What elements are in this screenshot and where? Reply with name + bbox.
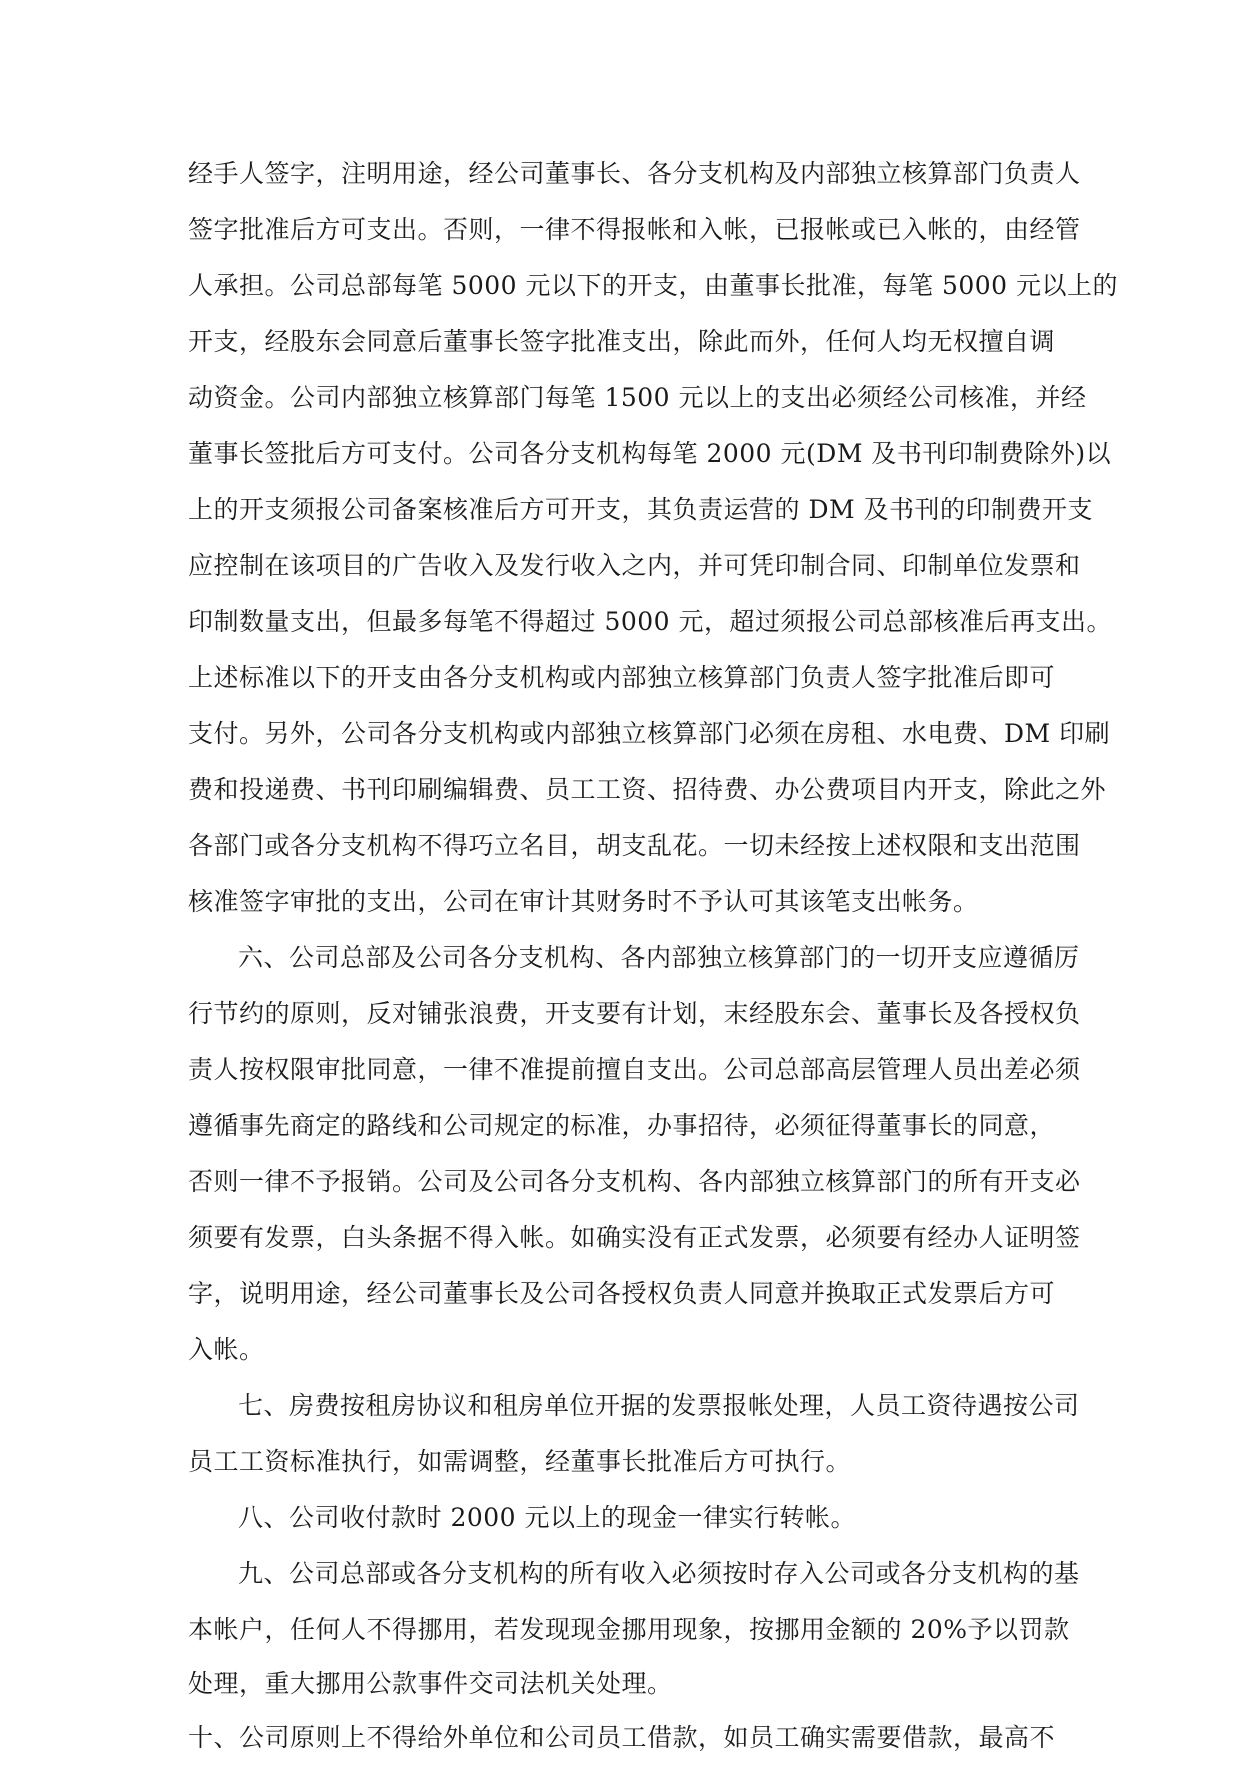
text-line: 遵循事先商定的路线和公司规定的标准，办事招待，必须征得董事长的同意， [188, 1111, 1056, 1140]
text-line: 字，说明用途，经公司董事长及公司各授权负责人同意并换取正式发票后方可 [188, 1279, 1056, 1308]
text-line: 支付。另外，公司各分支机构或内部独立核算部门必须在房租、水电费、DM 印刷 [188, 719, 1111, 748]
text-line: 入帐。 [188, 1335, 265, 1364]
paragraph-9-start: 九、公司总部或各分支机构的所有收入必须按时存入公司或各分支机构的基 [238, 1559, 1080, 1588]
text-line: 经手人签字，注明用途，经公司董事长、各分支机构及内部独立核算部门负责人 [188, 159, 1081, 188]
text-line: 开支，经股东会同意后董事长签字批准支出，除此而外，任何人均无权擅自调 [188, 327, 1056, 356]
paragraph-6-start: 六、公司总部及公司各分支机构、各内部独立核算部门的一切开支应遵循厉 [238, 943, 1080, 972]
paragraph-7-start: 七、房费按租房协议和租房单位开据的发票报帐处理，人员工资待遇按公司 [238, 1391, 1080, 1420]
text-line: 员工工资标准执行，如需调整，经董事长批准后方可执行。 [188, 1447, 852, 1476]
text-line: 费和投递费、书刊印刷编辑费、员工工资、招待费、办公费项目内开支，除此之外 [188, 775, 1107, 804]
text-line: 签字批准后方可支出。否则，一律不得报帐和入帐，已报帐或已入帐的，由经管 [188, 215, 1081, 244]
text-line: 上的开支须报公司备案核准后方可开支，其负责运营的 DM 及书刊的印制费开支 [188, 495, 1094, 524]
paragraph-10-start: 十、公司原则上不得给外单位和公司员工借款，如员工确实需要借款，最高不 [188, 1723, 1056, 1752]
text-line: 本帐户，任何人不得挪用，若发现现金挪用现象，按挪用金额的 20%予以罚款 [188, 1615, 1070, 1644]
text-line: 上述标准以下的开支由各分支机构或内部独立核算部门负责人签字批准后即可 [188, 663, 1056, 692]
text-line: 行节约的原则，反对铺张浪费，开支要有计划，末经股东会、董事长及各授权负 [188, 999, 1081, 1028]
text-line: 人承担。公司总部每笔 5000 元以下的开支，由董事长批准，每笔 5000 元以上的 [188, 271, 1119, 300]
text-line: 否则一律不予报销。公司及公司各分支机构、各内部独立核算部门的所有开支必 [188, 1167, 1081, 1196]
text-line: 应控制在该项目的广告收入及发行收入之内，并可凭印制合同、印制单位发票和 [188, 551, 1081, 580]
text-line: 印制数量支出，但最多每笔不得超过 5000 元，超过须报公司总部核准后再支出。 [188, 607, 1113, 636]
text-line: 董事长签批后方可支付。公司各分支机构每笔 2000 元(DM 及书刊印制费除外)以 [188, 439, 1112, 468]
document-body [188, 146, 1119, 1766]
paragraph-8: 八、公司收付款时 2000 元以上的现金一律实行转帐。 [238, 1503, 857, 1532]
text-line: 处理，重大挪用公款事件交司法机关处理。 [188, 1669, 673, 1698]
text-line: 动资金。公司内部独立核算部门每笔 1500 元以上的支出必须经公司核准，并经 [188, 383, 1087, 412]
text-line: 各部门或各分支机构不得巧立名目，胡支乱花。一切未经按上述权限和支出范围 [188, 831, 1081, 860]
text-line: 核准签字审批的支出，公司在审计其财务时不予认可其该笔支出帐务。 [188, 887, 979, 916]
text-line: 责人按权限审批同意，一律不准提前擅自支出。公司总部高层管理人员出差必须 [188, 1055, 1081, 1084]
text-line: 须要有发票，白头条据不得入帐。如确实没有正式发票，必须要有经办人证明签 [188, 1223, 1081, 1252]
